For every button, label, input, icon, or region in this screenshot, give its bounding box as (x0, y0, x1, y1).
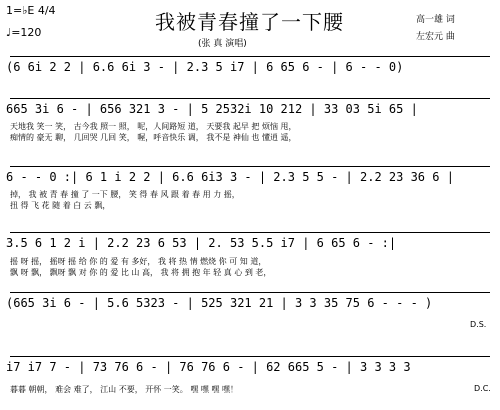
tempo-mark: ♩=120 (6, 26, 42, 39)
da-capo-mark: D.C. (474, 384, 491, 393)
lyrics-row-6: 暮暮 朝朝， 难会 难了， 江山 不要， 开怀 一笑。 嘿 嘿 嘿 嘿！ (10, 385, 238, 394)
score-row-1: (6 6i 2 2 | 6.6 6i 3 - | 2.3 5 i7 | 6 65 6 - | 6 - - 0) (6, 60, 404, 74)
score-row-5: (665 3i 6 - | 5.6 5323 - | 525 321 21 | 3 3 35 75 6 - - - ) (6, 296, 433, 310)
score-row-3: 6 - - 0 :| 6 1 i 2 2 | 6.6 6i3 3 - | 2.3 5 5 - | 2.2 23 36 6 | (6, 170, 454, 184)
lyricist-credit: 高一雄 词 (416, 15, 455, 25)
phrase-line (10, 292, 490, 293)
phrase-line (10, 232, 490, 233)
lyrics-row-3-verse-1: 掉， 我 被 青 春 撞 了 一下 腰， 笑 得 春 风 跟 着 春 用 力 摇， (10, 190, 240, 199)
phrase-line (10, 98, 490, 99)
phrase-line (10, 166, 490, 167)
key-signature: 1=♭E 4/4 (6, 4, 56, 17)
composer-credit: 左宏元 曲 (416, 32, 455, 42)
phrase-line (10, 56, 490, 57)
lyrics-row-4-verse-1: 摇 呀 摇， 摇呀 摇 给 你 的 爱 有 多好， 我 将 热 情 燃烧 你 可 知 道， (10, 257, 267, 266)
score-row-4: 3.5 6 1 2 i | 2.2 23 6 53 | 2. 53 5.5 i7 | 6 65 6 - :| (6, 236, 397, 250)
dal-segno-mark: D.S. (470, 320, 487, 329)
lyrics-row-3-verse-2: 扭 得 飞 花 随 着 白 云 飘， (10, 201, 111, 210)
score-row-2: 665 3i 6 - | 656 321 3 - | 5 2532i 10 212 | 33 03 5i 65 | (6, 102, 418, 116)
song-title: 我被青春撞了一下腰 (155, 10, 344, 34)
phrase-line (10, 356, 490, 357)
lyrics-row-4-verse-2: 飘 呀 飘， 飘呀 飘 对 你 的 爱 比 山 高， 我 将 拥 抱 年 轻 真 心 到 老， (10, 268, 272, 277)
score-row-6: i7 i7 7 - | 73 76 6 - | 76 76 6 - | 62 665 5 - | 3 3 3 3 (6, 360, 411, 374)
lyrics-row-2-verse-2: 痴情的 豪无 聊， 几回哭 几回 笑， 喔，呼音快乐 调， 我不是 神仙 也 懂逍 遥， (10, 133, 297, 142)
lyrics-row-2-verse-1: 天地我 笑一 笑， 古今我 照一 照， 呢，人间路短 道， 天要我 起早 把 烦恼 甩， (10, 122, 297, 131)
singer-credit: (张 真 演唱) (198, 39, 247, 49)
